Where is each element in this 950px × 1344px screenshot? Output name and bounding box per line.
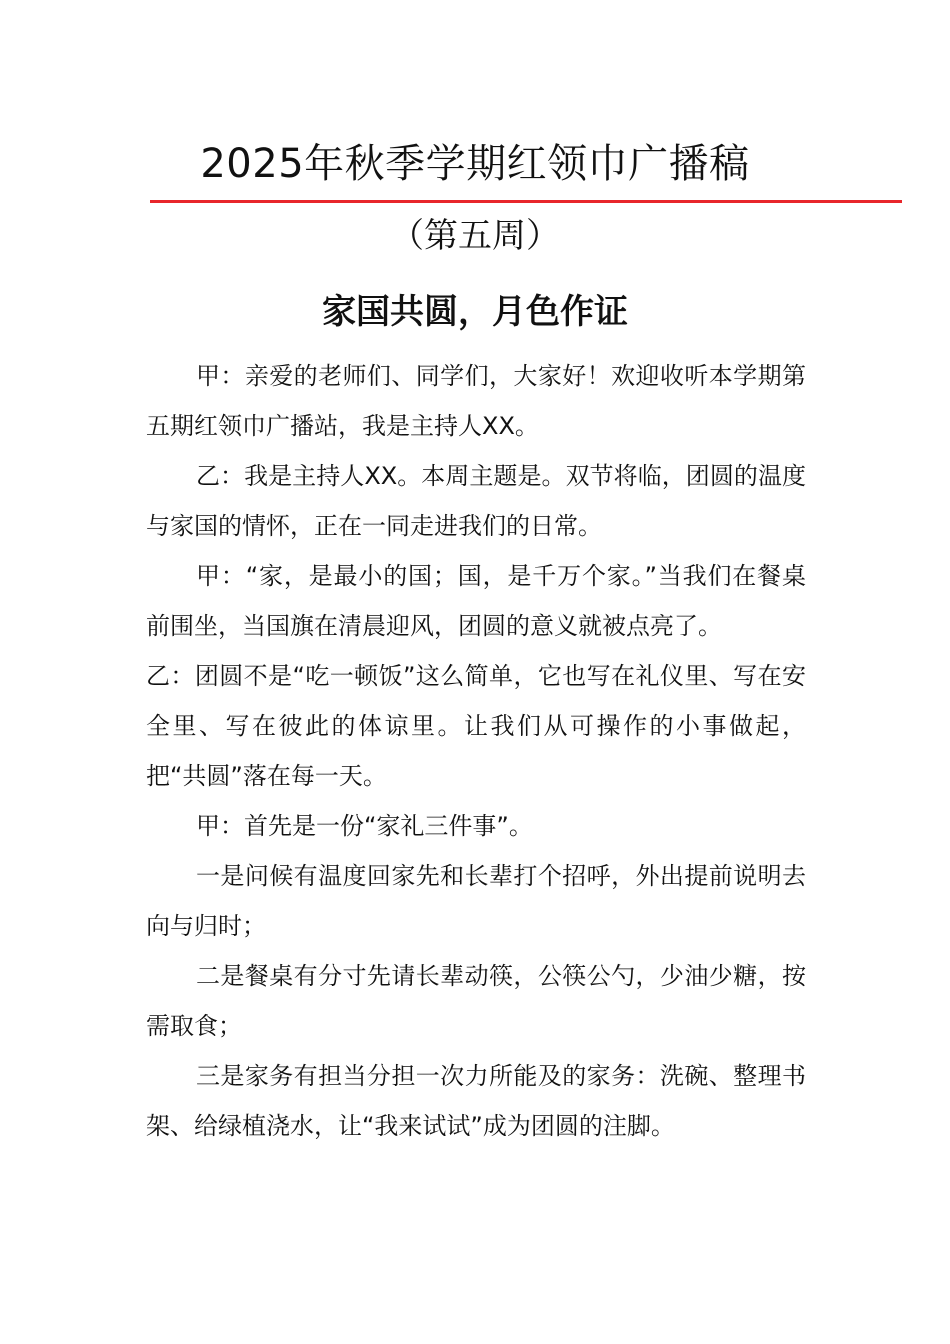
document-title: 2025年秋季学期红领巾广播稿 [200, 141, 750, 187]
paragraph: 甲：首先是一份“家礼三件事”。 [196, 812, 533, 840]
paragraph: 乙：团圆不是“吃一顿饭”这么简单，它也写在礼仪里、写在安全里、写在彼此的体谅里。让我们从可操作的小事做起，把“共圆”落在每一天。 [146, 662, 806, 790]
section-heading: 家国共圆，月色作证 [322, 292, 628, 332]
paragraph: 乙：我是主持人XX。本周主题是。双节将临，团圆的温度与家国的情怀，正在一同走进我们的日常。 [146, 462, 806, 540]
title-divider [150, 200, 902, 203]
paragraph: 甲：“家，是最小的国；国，是千万个家。”当我们在餐桌前围坐，当国旗在清晨迎风，团圆的意义就被点亮了。 [146, 562, 806, 640]
body-text [146, 351, 806, 1151]
paragraph: 一是问候有温度回家先和长辈打个招呼，外出提前说明去向与归时； [146, 862, 806, 940]
paragraph: 甲：亲爱的老师们、同学们，大家好！欢迎收听本学期第五期红领巾广播站，我是主持人XX。 [146, 362, 806, 440]
document-subtitle: （第五周） [390, 216, 560, 256]
paragraph: 二是餐桌有分寸先请长辈动筷，公筷公勺，少油少糖，按需取食； [146, 962, 806, 1040]
paragraph: 三是家务有担当分担一次力所能及的家务：洗碗、整理书架、给绿植浇水，让“我来试试”成为团圆的注脚。 [146, 1062, 806, 1140]
